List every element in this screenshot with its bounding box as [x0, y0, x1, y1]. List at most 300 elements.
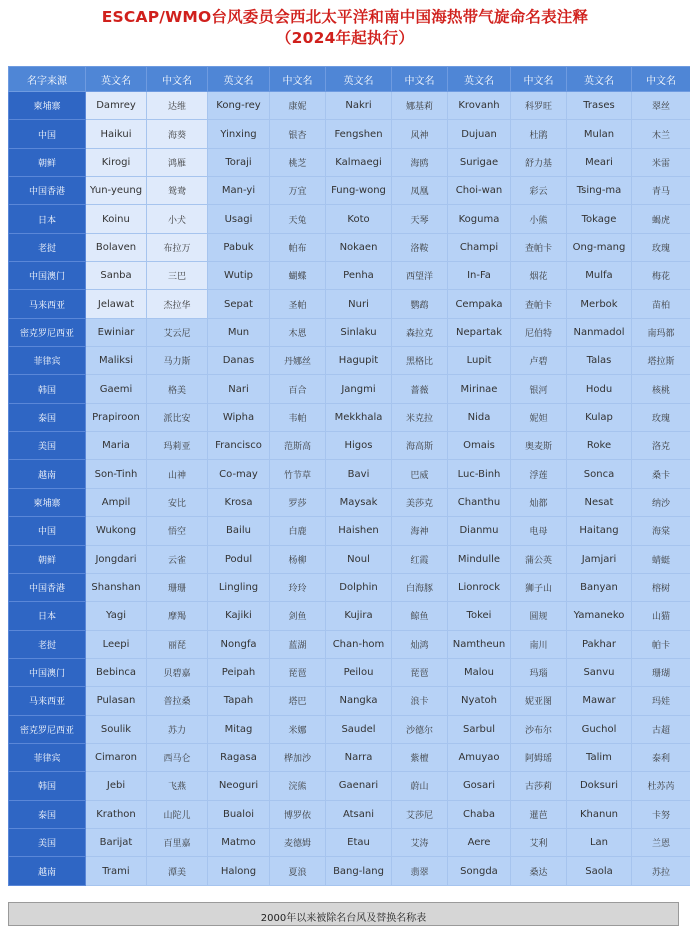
- source-cell: 密克罗尼西亚: [9, 715, 86, 743]
- english-name-cell: Leepi: [86, 630, 147, 658]
- chinese-name-cell: 小熊: [511, 205, 567, 233]
- english-name-cell: Doksuri: [567, 772, 632, 800]
- chinese-name-cell: 博罗依: [270, 800, 326, 828]
- english-name-cell: Yagi: [86, 602, 147, 630]
- english-name-cell: Yinxing: [208, 120, 270, 148]
- source-cell: 马来西亚: [9, 687, 86, 715]
- english-name-cell: Nangka: [326, 687, 392, 715]
- english-name-cell: Mun: [208, 318, 270, 346]
- english-name-cell: Kong-rey: [208, 92, 270, 120]
- source-cell: 韩国: [9, 375, 86, 403]
- english-name-cell: Noul: [326, 545, 392, 573]
- chinese-name-cell: 达维: [147, 92, 208, 120]
- chinese-name-cell: 黑格比: [392, 347, 448, 375]
- english-name-cell: Usagi: [208, 205, 270, 233]
- chinese-name-cell: 艾云尼: [147, 318, 208, 346]
- chinese-name-cell: 蔷薇: [392, 375, 448, 403]
- english-name-cell: Talas: [567, 347, 632, 375]
- chinese-name-cell: 夏浪: [270, 857, 326, 886]
- english-name-cell: Mekkhala: [326, 403, 392, 431]
- header-source: 名字来源: [9, 67, 86, 92]
- source-cell: 越南: [9, 857, 86, 886]
- english-name-cell: Omais: [448, 432, 511, 460]
- chinese-name-cell: 天兔: [270, 205, 326, 233]
- english-name-cell: Nyatoh: [448, 687, 511, 715]
- table-row: [9, 262, 690, 290]
- chinese-name-cell: 琵琶: [270, 658, 326, 686]
- chinese-name-cell: 飞燕: [147, 772, 208, 800]
- english-name-cell: Nanmadol: [567, 318, 632, 346]
- english-name-cell: Sinlaku: [326, 318, 392, 346]
- chinese-name-cell: 青马: [632, 177, 690, 205]
- english-name-cell: Barijat: [86, 828, 147, 856]
- source-cell: 日本: [9, 205, 86, 233]
- chinese-name-cell: 红霞: [392, 545, 448, 573]
- english-name-cell: Haitang: [567, 517, 632, 545]
- footer-caption: 2000年以来被除名台风及替换名称表: [8, 902, 679, 926]
- chinese-name-cell: 卢碧: [511, 347, 567, 375]
- chinese-name-cell: 翠丝: [632, 92, 690, 120]
- source-cell: 中国澳门: [9, 658, 86, 686]
- chinese-name-cell: 范斯高: [270, 432, 326, 460]
- chinese-name-cell: 卡努: [632, 800, 690, 828]
- english-name-cell: Kujira: [326, 602, 392, 630]
- chinese-name-cell: 米雷: [632, 148, 690, 176]
- header-english-name: 英文名: [208, 67, 270, 92]
- english-name-cell: Bailu: [208, 517, 270, 545]
- english-name-cell: Shanshan: [86, 573, 147, 601]
- chinese-name-cell: 桦加沙: [270, 743, 326, 771]
- source-cell: 柬埔寨: [9, 488, 86, 516]
- chinese-name-cell: 鹦鹉: [392, 290, 448, 318]
- english-name-cell: Hagupit: [326, 347, 392, 375]
- english-name-cell: Khanun: [567, 800, 632, 828]
- english-name-cell: Talim: [567, 743, 632, 771]
- chinese-name-cell: 天琴: [392, 205, 448, 233]
- chinese-name-cell: 玛莉亚: [147, 432, 208, 460]
- english-name-cell: Jelawat: [86, 290, 147, 318]
- english-name-cell: Surigae: [448, 148, 511, 176]
- chinese-name-cell: 玲玲: [270, 573, 326, 601]
- english-name-cell: Jongdari: [86, 545, 147, 573]
- source-cell: 中国: [9, 517, 86, 545]
- chinese-name-cell: 山猫: [632, 602, 690, 630]
- english-name-cell: Maria: [86, 432, 147, 460]
- english-name-cell: Nuri: [326, 290, 392, 318]
- header-chinese-name: 中文名: [392, 67, 448, 92]
- english-name-cell: Nokaen: [326, 233, 392, 261]
- english-name-cell: Dianmu: [448, 517, 511, 545]
- chinese-name-cell: 海葵: [147, 120, 208, 148]
- chinese-name-cell: 紫檀: [392, 743, 448, 771]
- chinese-name-cell: 艾利: [511, 828, 567, 856]
- chinese-name-cell: 玫瑰: [632, 403, 690, 431]
- english-name-cell: Peipah: [208, 658, 270, 686]
- header-chinese-name: 中文名: [270, 67, 326, 92]
- chinese-name-cell: 桑卡: [632, 460, 690, 488]
- chinese-name-cell: 桃芝: [270, 148, 326, 176]
- english-name-cell: Chan-hom: [326, 630, 392, 658]
- chinese-name-cell: 白鹿: [270, 517, 326, 545]
- chinese-name-cell: 普拉桑: [147, 687, 208, 715]
- chinese-name-cell: 小犬: [147, 205, 208, 233]
- chinese-name-cell: 蔚山: [392, 772, 448, 800]
- table-row: [9, 347, 690, 375]
- english-name-cell: Kalmaegi: [326, 148, 392, 176]
- chinese-name-cell: 巴威: [392, 460, 448, 488]
- english-name-cell: Maliksi: [86, 347, 147, 375]
- chinese-name-cell: 米娜: [270, 715, 326, 743]
- chinese-name-cell: 凤凰: [392, 177, 448, 205]
- chinese-name-cell: 森拉克: [392, 318, 448, 346]
- chinese-name-cell: 狮子山: [511, 573, 567, 601]
- english-name-cell: Mitag: [208, 715, 270, 743]
- chinese-name-cell: 珊珊: [147, 573, 208, 601]
- chinese-name-cell: 南川: [511, 630, 567, 658]
- chinese-name-cell: 杨柳: [270, 545, 326, 573]
- chinese-name-cell: 木兰: [632, 120, 690, 148]
- chinese-name-cell: 海神: [392, 517, 448, 545]
- english-name-cell: Koguma: [448, 205, 511, 233]
- english-name-cell: Krathon: [86, 800, 147, 828]
- chinese-name-cell: 蝎虎: [632, 205, 690, 233]
- english-name-cell: Yun-yeung: [86, 177, 147, 205]
- english-name-cell: Ragasa: [208, 743, 270, 771]
- english-name-cell: Nakri: [326, 92, 392, 120]
- table-row: [9, 828, 690, 856]
- table-row: [9, 630, 690, 658]
- english-name-cell: Lupit: [448, 347, 511, 375]
- chinese-name-cell: 摩羯: [147, 602, 208, 630]
- english-name-cell: Merbok: [567, 290, 632, 318]
- chinese-name-cell: 灿都: [511, 488, 567, 516]
- chinese-name-cell: 百合: [270, 375, 326, 403]
- chinese-name-cell: 杜鹃: [511, 120, 567, 148]
- english-name-cell: Trases: [567, 92, 632, 120]
- chinese-name-cell: 悟空: [147, 517, 208, 545]
- chinese-name-cell: 洛克: [632, 432, 690, 460]
- english-name-cell: Pakhar: [567, 630, 632, 658]
- chinese-name-cell: 鲸鱼: [392, 602, 448, 630]
- chinese-name-cell: 格美: [147, 375, 208, 403]
- chinese-name-cell: 查帕卡: [511, 290, 567, 318]
- english-name-cell: Gaemi: [86, 375, 147, 403]
- chinese-name-cell: 罗莎: [270, 488, 326, 516]
- header-english-name: 英文名: [567, 67, 632, 92]
- chinese-name-cell: 舒力基: [511, 148, 567, 176]
- source-cell: 老挝: [9, 233, 86, 261]
- chinese-name-cell: 布拉万: [147, 233, 208, 261]
- table-row: [9, 517, 690, 545]
- chinese-name-cell: 玛瑙: [511, 658, 567, 686]
- header-chinese-name: 中文名: [632, 67, 690, 92]
- english-name-cell: Wukong: [86, 517, 147, 545]
- chinese-name-cell: 南玛都: [632, 318, 690, 346]
- english-name-cell: Ewiniar: [86, 318, 147, 346]
- english-name-cell: Jangmi: [326, 375, 392, 403]
- chinese-name-cell: 苏拉: [632, 857, 690, 886]
- typhoon-name-table: [8, 66, 690, 886]
- english-name-cell: Sanvu: [567, 658, 632, 686]
- english-name-cell: Kulap: [567, 403, 632, 431]
- table-row: [9, 432, 690, 460]
- source-cell: 马来西亚: [9, 290, 86, 318]
- table-row: [9, 857, 690, 886]
- chinese-name-cell: 蜻蜓: [632, 545, 690, 573]
- english-name-cell: Halong: [208, 857, 270, 886]
- table-row: [9, 120, 690, 148]
- chinese-name-cell: 竹节草: [270, 460, 326, 488]
- english-name-cell: Pulasan: [86, 687, 147, 715]
- table-row: [9, 715, 690, 743]
- header-english-name: 英文名: [326, 67, 392, 92]
- table-row: [9, 318, 690, 346]
- chinese-name-cell: 帕卡: [632, 630, 690, 658]
- english-name-cell: Podul: [208, 545, 270, 573]
- english-name-cell: Fengshen: [326, 120, 392, 148]
- source-cell: 美国: [9, 432, 86, 460]
- english-name-cell: Francisco: [208, 432, 270, 460]
- english-name-cell: Kajiki: [208, 602, 270, 630]
- chinese-name-cell: 蝴蝶: [270, 262, 326, 290]
- chinese-name-cell: 纳沙: [632, 488, 690, 516]
- chinese-name-cell: 海鸥: [392, 148, 448, 176]
- chinese-name-cell: 潭美: [147, 857, 208, 886]
- english-name-cell: Amuyao: [448, 743, 511, 771]
- english-name-cell: Bolaven: [86, 233, 147, 261]
- english-name-cell: Mindulle: [448, 545, 511, 573]
- header-chinese-name: 中文名: [511, 67, 567, 92]
- chinese-name-cell: 米克拉: [392, 403, 448, 431]
- chinese-name-cell: 泰利: [632, 743, 690, 771]
- chinese-name-cell: 妮亚图: [511, 687, 567, 715]
- english-name-cell: Fung-wong: [326, 177, 392, 205]
- english-name-cell: Tokei: [448, 602, 511, 630]
- header-english-name: 英文名: [448, 67, 511, 92]
- chinese-name-cell: 尼伯特: [511, 318, 567, 346]
- chinese-name-cell: 康妮: [270, 92, 326, 120]
- chinese-name-cell: 暹芭: [511, 800, 567, 828]
- english-name-cell: Cempaka: [448, 290, 511, 318]
- english-name-cell: Dolphin: [326, 573, 392, 601]
- english-name-cell: Nari: [208, 375, 270, 403]
- source-cell: 泰国: [9, 800, 86, 828]
- english-name-cell: Kirogi: [86, 148, 147, 176]
- table-row: [9, 233, 690, 261]
- english-name-cell: Koinu: [86, 205, 147, 233]
- table-row: [9, 177, 690, 205]
- english-name-cell: Songda: [448, 857, 511, 886]
- source-cell: 朝鲜: [9, 545, 86, 573]
- chinese-name-cell: 派比安: [147, 403, 208, 431]
- english-name-cell: Choi-wan: [448, 177, 511, 205]
- table-row: [9, 403, 690, 431]
- table-row: [9, 800, 690, 828]
- chinese-name-cell: 安比: [147, 488, 208, 516]
- english-name-cell: Sarbul: [448, 715, 511, 743]
- chinese-name-cell: 洛鞍: [392, 233, 448, 261]
- source-cell: 老挝: [9, 630, 86, 658]
- chinese-name-cell: 核桃: [632, 375, 690, 403]
- chinese-name-cell: 沙布尔: [511, 715, 567, 743]
- english-name-cell: Prapiroon: [86, 403, 147, 431]
- table-row: [9, 602, 690, 630]
- source-cell: 越南: [9, 460, 86, 488]
- english-name-cell: Banyan: [567, 573, 632, 601]
- chinese-name-cell: 浮莲: [511, 460, 567, 488]
- source-cell: 菲律宾: [9, 743, 86, 771]
- chinese-name-cell: 苏力: [147, 715, 208, 743]
- chinese-name-cell: 梅花: [632, 262, 690, 290]
- english-name-cell: Aere: [448, 828, 511, 856]
- english-name-cell: Ampil: [86, 488, 147, 516]
- english-name-cell: Maysak: [326, 488, 392, 516]
- chinese-name-cell: 三巴: [147, 262, 208, 290]
- chinese-name-cell: 白海豚: [392, 573, 448, 601]
- chinese-name-cell: 榕树: [632, 573, 690, 601]
- page-subtitle: （2024年起执行）: [0, 26, 690, 48]
- english-name-cell: Tokage: [567, 205, 632, 233]
- chinese-name-cell: 玛娃: [632, 687, 690, 715]
- english-name-cell: Meari: [567, 148, 632, 176]
- chinese-name-cell: 麦德姆: [270, 828, 326, 856]
- english-name-cell: Mulfa: [567, 262, 632, 290]
- chinese-name-cell: 苗柏: [632, 290, 690, 318]
- english-name-cell: Jebi: [86, 772, 147, 800]
- chinese-name-cell: 剑鱼: [270, 602, 326, 630]
- chinese-name-cell: 桑达: [511, 857, 567, 886]
- english-name-cell: Koto: [326, 205, 392, 233]
- english-name-cell: Ong-mang: [567, 233, 632, 261]
- english-name-cell: Nida: [448, 403, 511, 431]
- chinese-name-cell: 浣熊: [270, 772, 326, 800]
- english-name-cell: Chaba: [448, 800, 511, 828]
- table-row: [9, 687, 690, 715]
- chinese-name-cell: 杰拉华: [147, 290, 208, 318]
- english-name-cell: Cimaron: [86, 743, 147, 771]
- english-name-cell: Higos: [326, 432, 392, 460]
- chinese-name-cell: 贝碧嘉: [147, 658, 208, 686]
- header-english-name: 英文名: [86, 67, 147, 92]
- english-name-cell: Sanba: [86, 262, 147, 290]
- source-cell: 中国澳门: [9, 262, 86, 290]
- chinese-name-cell: 兰恩: [632, 828, 690, 856]
- english-name-cell: Guchol: [567, 715, 632, 743]
- english-name-cell: Saola: [567, 857, 632, 886]
- chinese-name-cell: 古莎莉: [511, 772, 567, 800]
- source-cell: 朝鲜: [9, 148, 86, 176]
- english-name-cell: Luc-Binh: [448, 460, 511, 488]
- chinese-name-cell: 丽琵: [147, 630, 208, 658]
- chinese-name-cell: 琵琶: [392, 658, 448, 686]
- english-name-cell: Damrey: [86, 92, 147, 120]
- chinese-name-cell: 妮妲: [511, 403, 567, 431]
- chinese-name-cell: 鸳鸯: [147, 177, 208, 205]
- english-name-cell: Yamaneko: [567, 602, 632, 630]
- source-cell: 中国香港: [9, 177, 86, 205]
- table-row: [9, 148, 690, 176]
- english-name-cell: Krosa: [208, 488, 270, 516]
- english-name-cell: Tapah: [208, 687, 270, 715]
- page-title: ESCAP/WMO台风委员会西北太平洋和南中国海热带气旋命名表注释: [0, 5, 690, 27]
- chinese-name-cell: 风神: [392, 120, 448, 148]
- table-row: [9, 205, 690, 233]
- english-name-cell: Namtheun: [448, 630, 511, 658]
- english-name-cell: Man-yi: [208, 177, 270, 205]
- chinese-name-cell: 科罗旺: [511, 92, 567, 120]
- english-name-cell: Peilou: [326, 658, 392, 686]
- chinese-name-cell: 烟花: [511, 262, 567, 290]
- chinese-name-cell: 海高斯: [392, 432, 448, 460]
- english-name-cell: Tsing-ma: [567, 177, 632, 205]
- chinese-name-cell: 美莎克: [392, 488, 448, 516]
- source-cell: 韩国: [9, 772, 86, 800]
- english-name-cell: Nongfa: [208, 630, 270, 658]
- chinese-name-cell: 杜苏芮: [632, 772, 690, 800]
- chinese-name-cell: 沙德尔: [392, 715, 448, 743]
- chinese-name-cell: 万宜: [270, 177, 326, 205]
- chinese-name-cell: 珊瑚: [632, 658, 690, 686]
- english-name-cell: Gosari: [448, 772, 511, 800]
- source-cell: 泰国: [9, 403, 86, 431]
- source-cell: 菲律宾: [9, 347, 86, 375]
- chinese-name-cell: 查帕卡: [511, 233, 567, 261]
- chinese-name-cell: 西望洋: [392, 262, 448, 290]
- chinese-name-cell: 山陀儿: [147, 800, 208, 828]
- chinese-name-cell: 百里嘉: [147, 828, 208, 856]
- english-name-cell: Matmo: [208, 828, 270, 856]
- english-name-cell: Wipha: [208, 403, 270, 431]
- chinese-name-cell: 圆规: [511, 602, 567, 630]
- english-name-cell: Toraji: [208, 148, 270, 176]
- english-name-cell: Mirinae: [448, 375, 511, 403]
- english-name-cell: Mawar: [567, 687, 632, 715]
- table-row: [9, 92, 690, 120]
- chinese-name-cell: 木恩: [270, 318, 326, 346]
- chinese-name-cell: 古超: [632, 715, 690, 743]
- english-name-cell: Saudel: [326, 715, 392, 743]
- english-name-cell: Wutip: [208, 262, 270, 290]
- chinese-name-cell: 翡翠: [392, 857, 448, 886]
- chinese-name-cell: 海棠: [632, 517, 690, 545]
- table-header-row: [9, 67, 690, 92]
- english-name-cell: Atsani: [326, 800, 392, 828]
- english-name-cell: Krovanh: [448, 92, 511, 120]
- source-cell: 中国: [9, 120, 86, 148]
- table-row: [9, 290, 690, 318]
- english-name-cell: Haishen: [326, 517, 392, 545]
- chinese-name-cell: 奥麦斯: [511, 432, 567, 460]
- table-row: [9, 573, 690, 601]
- english-name-cell: Roke: [567, 432, 632, 460]
- english-name-cell: Bualoi: [208, 800, 270, 828]
- chinese-name-cell: 灿鸿: [392, 630, 448, 658]
- chinese-name-cell: 银杏: [270, 120, 326, 148]
- english-name-cell: Nepartak: [448, 318, 511, 346]
- english-name-cell: Lan: [567, 828, 632, 856]
- source-cell: 日本: [9, 602, 86, 630]
- table-row: [9, 743, 690, 771]
- english-name-cell: Etau: [326, 828, 392, 856]
- english-name-cell: Pabuk: [208, 233, 270, 261]
- english-name-cell: Dujuan: [448, 120, 511, 148]
- chinese-name-cell: 电母: [511, 517, 567, 545]
- english-name-cell: Penha: [326, 262, 392, 290]
- english-name-cell: Lionrock: [448, 573, 511, 601]
- chinese-name-cell: 西马仑: [147, 743, 208, 771]
- chinese-name-cell: 马力斯: [147, 347, 208, 375]
- english-name-cell: Champi: [448, 233, 511, 261]
